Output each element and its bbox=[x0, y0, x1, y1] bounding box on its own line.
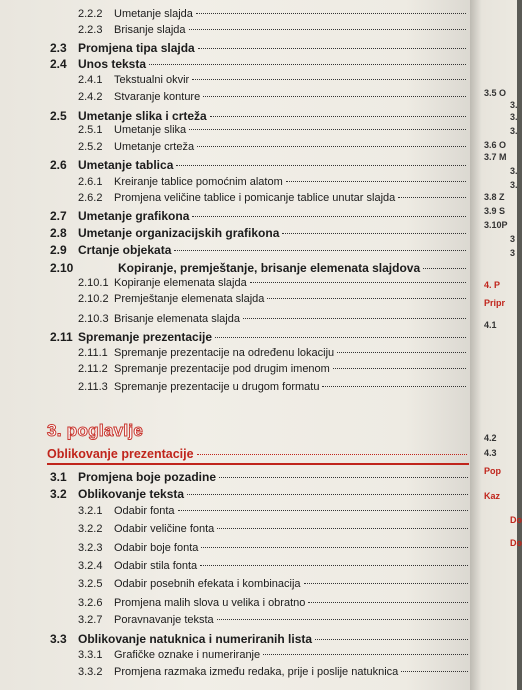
toc-title: Umetanje slajda bbox=[114, 8, 193, 20]
toc-number: 2.11.1 bbox=[78, 347, 108, 359]
dot-leader bbox=[192, 215, 466, 217]
chapter-label: 3. poglavlje bbox=[47, 421, 144, 440]
toc-number: 2.11.2 bbox=[78, 363, 108, 375]
dot-leader bbox=[203, 95, 466, 97]
toc-entry bbox=[78, 24, 466, 36]
toc-title: Kopiranje elemenata slajda bbox=[114, 277, 247, 289]
toc-entry bbox=[50, 209, 466, 223]
next-page-text: Pop bbox=[484, 466, 501, 476]
next-page-text: 3.8 Z bbox=[484, 192, 505, 202]
dot-leader bbox=[149, 63, 466, 65]
toc-entry bbox=[78, 560, 468, 572]
dot-leader bbox=[189, 128, 466, 130]
dot-leader bbox=[267, 297, 466, 299]
dot-leader bbox=[217, 527, 468, 529]
toc-entry bbox=[78, 293, 466, 305]
toc-entry bbox=[50, 57, 466, 71]
next-page-text: 3. bbox=[510, 100, 518, 110]
toc-title: Tekstualni okvir bbox=[114, 74, 190, 86]
dot-leader bbox=[322, 385, 466, 387]
toc-entry bbox=[78, 124, 466, 136]
toc-title: Odabir veličine fonta bbox=[114, 523, 215, 535]
toc-number: 2.3 bbox=[50, 41, 67, 55]
dot-leader bbox=[210, 115, 466, 117]
toc-number: 2.4 bbox=[50, 57, 67, 71]
toc-title: Crtanje objekata bbox=[78, 243, 172, 257]
next-page-text: 3.10P bbox=[484, 220, 508, 230]
dot-leader bbox=[176, 164, 466, 166]
toc-entry bbox=[78, 8, 466, 20]
toc-title: Umetanje organizacijskih grafikona bbox=[78, 226, 280, 240]
toc-title: Promjena boje pozadine bbox=[78, 470, 217, 484]
toc-title: Spremanje prezentacije pod drugim imenom bbox=[114, 363, 330, 375]
toc-title: Odabir stila fonta bbox=[114, 560, 198, 572]
dot-leader bbox=[217, 618, 468, 620]
next-page-text: Kaz bbox=[484, 491, 501, 501]
toc-number: 2.4.1 bbox=[78, 74, 103, 86]
toc-title: Brisanje elemenata slajda bbox=[114, 313, 240, 325]
toc-entry bbox=[78, 666, 468, 678]
toc-entry bbox=[78, 523, 468, 535]
toc-title: Umetanje slika i crteža bbox=[78, 109, 207, 123]
toc-title: Kopiranje, premještanje, brisanje elemenata slajdova bbox=[118, 261, 421, 275]
chapter-heading bbox=[47, 447, 467, 461]
next-page-text: 4.2 bbox=[484, 433, 497, 443]
toc-number: 3.2 bbox=[50, 487, 67, 501]
toc-number: 3.2.3 bbox=[78, 542, 103, 554]
dot-leader bbox=[215, 336, 466, 338]
toc-entry bbox=[78, 74, 466, 86]
toc-entry bbox=[50, 330, 466, 344]
toc-title: Kreiranje tablice pomoćnim alatom bbox=[114, 176, 283, 188]
toc-number: 2.6 bbox=[50, 158, 67, 172]
dot-leader bbox=[201, 546, 468, 548]
toc-entry bbox=[50, 41, 466, 55]
toc-entry bbox=[78, 363, 466, 375]
next-page-text: 3. bbox=[510, 180, 518, 190]
toc-entry bbox=[78, 192, 466, 204]
toc-title: Spremanje prezentacije bbox=[78, 330, 213, 344]
toc-title: Grafičke oznake i numeriranje bbox=[114, 649, 261, 661]
toc-title: Promjena malih slova u velika i obratno bbox=[114, 597, 306, 609]
toc-title: Umetanje tablica bbox=[78, 158, 174, 172]
dot-leader bbox=[282, 232, 466, 234]
toc-entry bbox=[78, 176, 466, 188]
dot-leader bbox=[219, 476, 468, 478]
toc-number: 2.6.1 bbox=[78, 176, 103, 188]
toc-entry bbox=[50, 226, 466, 240]
next-page-text: 3 bbox=[510, 248, 516, 258]
toc-number: 2.9 bbox=[50, 243, 67, 257]
toc-number: 2.6.2 bbox=[78, 192, 103, 204]
dot-leader bbox=[398, 196, 466, 198]
toc-title: Odabir posebnih efekata i kombinacija bbox=[114, 578, 301, 590]
dot-leader bbox=[243, 317, 466, 319]
toc-entry bbox=[50, 487, 468, 501]
chapter-rule bbox=[47, 463, 469, 465]
toc-entry bbox=[78, 277, 466, 289]
dot-leader bbox=[333, 367, 466, 369]
dot-leader bbox=[198, 47, 466, 49]
dot-leader bbox=[189, 28, 466, 30]
dot-leader bbox=[174, 249, 466, 251]
toc-number: 2.10.2 bbox=[78, 293, 109, 305]
toc-entry bbox=[50, 632, 468, 646]
toc-entry bbox=[78, 578, 468, 590]
dot-leader bbox=[250, 281, 466, 283]
toc-title: Premještanje elemenata slajda bbox=[114, 293, 265, 305]
toc-number: 3.2.1 bbox=[78, 505, 103, 517]
toc-entry bbox=[78, 381, 466, 393]
dot-leader bbox=[263, 653, 468, 655]
next-page-text: 3. bbox=[510, 166, 518, 176]
toc-number: 3.3.1 bbox=[78, 649, 103, 661]
next-page-edge bbox=[470, 0, 522, 690]
toc-entry bbox=[50, 109, 466, 123]
toc-entry bbox=[50, 158, 466, 172]
next-page-text: 4.1 bbox=[484, 320, 497, 330]
toc-number: 3.2.4 bbox=[78, 560, 103, 572]
toc-title: Poravnavanje teksta bbox=[114, 614, 214, 626]
toc-entry bbox=[78, 505, 468, 517]
toc-number: 2.10 bbox=[50, 261, 74, 275]
toc-number: 3.2.7 bbox=[78, 614, 103, 626]
toc-title: Oblikovanje teksta bbox=[78, 487, 185, 501]
toc-title: Brisanje slajda bbox=[114, 24, 186, 36]
toc-number: 2.10.3 bbox=[78, 313, 109, 325]
toc-entry bbox=[50, 243, 466, 257]
toc-entry bbox=[78, 614, 468, 626]
toc-number: 3.2.6 bbox=[78, 597, 103, 609]
dot-leader bbox=[308, 601, 468, 603]
toc-number: 2.8 bbox=[50, 226, 67, 240]
toc-entry bbox=[78, 91, 466, 103]
dot-leader bbox=[197, 145, 466, 147]
next-page-text: 4. P bbox=[484, 280, 501, 290]
toc-title: Odabir fonta bbox=[114, 505, 175, 517]
next-page-text: 3.7 M bbox=[484, 152, 507, 162]
toc-number: 3.3 bbox=[50, 632, 67, 646]
dot-leader bbox=[315, 638, 468, 640]
dot-leader bbox=[200, 564, 468, 566]
toc-entry bbox=[78, 347, 466, 359]
dot-leader bbox=[197, 454, 467, 455]
dot-leader bbox=[178, 509, 468, 511]
toc-entry bbox=[78, 313, 466, 325]
toc-entry bbox=[78, 597, 468, 609]
toc-number: 2.5 bbox=[50, 109, 67, 123]
toc-title: Umetanje crteža bbox=[114, 141, 195, 153]
dot-leader bbox=[423, 267, 466, 269]
toc-title: Spremanje prezentacije u drugom formatu bbox=[114, 381, 320, 393]
dot-leader bbox=[286, 180, 466, 182]
toc-number: 3.2.2 bbox=[78, 523, 103, 535]
dot-leader bbox=[187, 493, 468, 495]
toc-entry bbox=[78, 141, 466, 153]
dot-leader bbox=[192, 78, 466, 80]
toc-title: Spremanje prezentacije na određenu lokaciju bbox=[114, 347, 335, 359]
next-page-text: Pripr bbox=[484, 298, 506, 308]
toc-number: 3.3.2 bbox=[78, 666, 103, 678]
toc-title: Promjena razmaka između redaka, prije i poslije natuknica bbox=[114, 666, 399, 678]
next-page-text: Do bbox=[510, 538, 522, 548]
next-page-text: 3.6 O bbox=[484, 140, 507, 150]
dot-leader bbox=[401, 670, 468, 672]
dot-leader bbox=[337, 351, 466, 353]
chapter-title: Oblikovanje prezentacije bbox=[47, 447, 194, 461]
toc-number: 3.1 bbox=[50, 470, 67, 484]
next-page-text: 3. bbox=[510, 126, 518, 136]
toc-title: Odabir boje fonta bbox=[114, 542, 199, 554]
toc-entry bbox=[50, 470, 468, 484]
dot-leader bbox=[304, 582, 468, 584]
toc-title: Umetanje grafikona bbox=[78, 209, 190, 223]
toc-title: Umetanje slika bbox=[114, 124, 187, 136]
toc-number: 2.5.2 bbox=[78, 141, 103, 153]
next-page-text: 3.9 S bbox=[484, 206, 506, 216]
toc-number: 2.7 bbox=[50, 209, 67, 223]
toc-number: 2.4.2 bbox=[78, 91, 103, 103]
toc-title: Promjena tipa slajda bbox=[78, 41, 195, 55]
toc-title: Promjena veličine tablice i pomicanje tablice unutar slajda bbox=[114, 192, 396, 204]
toc-title: Unos teksta bbox=[78, 57, 147, 71]
toc-number: 2.10.1 bbox=[78, 277, 109, 289]
toc-title: Oblikovanje natuknica i numeriranih lista bbox=[78, 632, 313, 646]
toc-number: 2.11 bbox=[50, 330, 73, 344]
dot-leader bbox=[196, 12, 466, 14]
toc-entry bbox=[78, 649, 468, 661]
toc-entry bbox=[50, 261, 466, 275]
next-page-text: 3. bbox=[510, 112, 518, 122]
toc-number: 2.11.3 bbox=[78, 381, 108, 393]
next-page-text: 4.3 bbox=[484, 448, 497, 458]
toc-number: 2.2.2 bbox=[78, 8, 103, 20]
toc-number: 2.5.1 bbox=[78, 124, 103, 136]
next-page-text: 3.5 O bbox=[484, 88, 507, 98]
toc-title: Stvaranje konture bbox=[114, 91, 201, 103]
toc-number: 2.2.3 bbox=[78, 24, 103, 36]
toc-number: 3.2.5 bbox=[78, 578, 103, 590]
next-page-text: Do bbox=[510, 515, 522, 525]
toc-entry bbox=[78, 542, 468, 554]
next-page-text: 3 bbox=[510, 234, 516, 244]
